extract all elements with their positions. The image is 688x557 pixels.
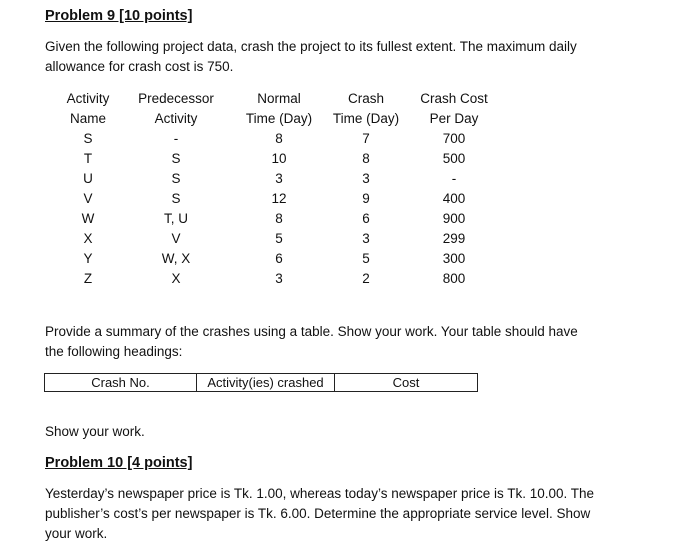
row-crash-time: 2 [362, 271, 370, 286]
header-activity-2: Name [69, 111, 107, 126]
header-normal-1: Normal [257, 91, 301, 106]
header-predecessor-1: Predecessor [138, 91, 214, 106]
header-crash-1: Crash [347, 91, 385, 106]
header-cost-2: Per Day [429, 111, 479, 126]
row-predecessor: X [171, 271, 181, 286]
row-normal-time: 10 [271, 151, 287, 166]
summary-heading-cost: Cost [392, 375, 420, 390]
row-activity-name: T [83, 151, 93, 166]
row-activity-name: S [83, 131, 93, 146]
row-normal-time: 6 [275, 251, 283, 266]
row-crash-cost: 700 [442, 131, 466, 146]
row-normal-time: 5 [275, 231, 283, 246]
row-activity-name: Y [83, 251, 93, 266]
summary-heading-crash-no: Crash No. [45, 374, 197, 391]
row-crash-time: 3 [362, 171, 370, 186]
header-activity-1: Activity [66, 91, 110, 106]
row-predecessor: S [171, 191, 181, 206]
row-normal-time: 12 [271, 191, 287, 206]
header-cost-1: Crash Cost [420, 91, 488, 106]
problem-10-line-3: your work. [45, 526, 108, 541]
show-your-work: Show your work. [45, 424, 145, 439]
row-crash-cost: 800 [442, 271, 466, 286]
problem-10-line-1: Yesterday’s newspaper price is Tk. 1.00, whereas today’s newspaper price is Tk. 10.00. The [45, 486, 595, 501]
problem-9-intro-line-2: allowance for crash cost is 750. [45, 59, 234, 74]
row-crash-cost: 400 [442, 191, 466, 206]
row-crash-time: 6 [362, 211, 370, 226]
row-crash-time: 5 [362, 251, 370, 266]
row-activity-name: U [83, 171, 93, 186]
row-activity-name: V [83, 191, 93, 206]
row-crash-cost: 299 [442, 231, 466, 246]
problem-9-title: Problem 9 [10 points] [45, 8, 193, 24]
row-activity-name: X [83, 231, 93, 246]
row-activity-name: W [81, 211, 95, 226]
row-crash-cost: 300 [442, 251, 466, 266]
header-predecessor-2: Activity [154, 111, 198, 126]
row-normal-time: 8 [275, 211, 283, 226]
row-crash-cost: - [451, 171, 457, 186]
row-crash-time: 8 [362, 151, 370, 166]
row-predecessor: T, U [163, 211, 189, 226]
row-crash-cost: 500 [442, 151, 466, 166]
row-crash-time: 9 [362, 191, 370, 206]
header-crash-2: Time (Day) [332, 111, 400, 126]
header-normal-2: Time (Day) [245, 111, 313, 126]
row-normal-time: 8 [275, 131, 283, 146]
summary-heading-activities-crashed: Activity(ies) crashed [197, 374, 335, 391]
row-normal-time: 3 [275, 271, 283, 286]
row-predecessor: S [171, 171, 181, 186]
row-activity-name: Z [83, 271, 93, 286]
row-predecessor: S [171, 151, 181, 166]
summary-instruction-line-1: Provide a summary of the crashes using a table. Show your work. Your table should have [45, 324, 578, 339]
problem-9-intro-line-1: Given the following project data, crash the project to its fullest extent. The maximum daily [45, 39, 577, 54]
row-crash-time: 3 [362, 231, 370, 246]
row-predecessor: - [173, 131, 179, 146]
row-predecessor: W, X [161, 251, 191, 266]
crash-summary-table [44, 373, 478, 392]
summary-instruction-line-2: the following headings: [45, 344, 183, 359]
problem-10-line-2: publisher’s cost’s per newspaper is Tk. 6.00. Determine the appropriate service level. Show [45, 506, 591, 521]
row-predecessor: V [171, 231, 181, 246]
row-crash-time: 7 [362, 131, 370, 146]
problem-10-title: Problem 10 [4 points] [45, 455, 193, 471]
row-crash-cost: 900 [442, 211, 466, 226]
row-normal-time: 3 [275, 171, 283, 186]
